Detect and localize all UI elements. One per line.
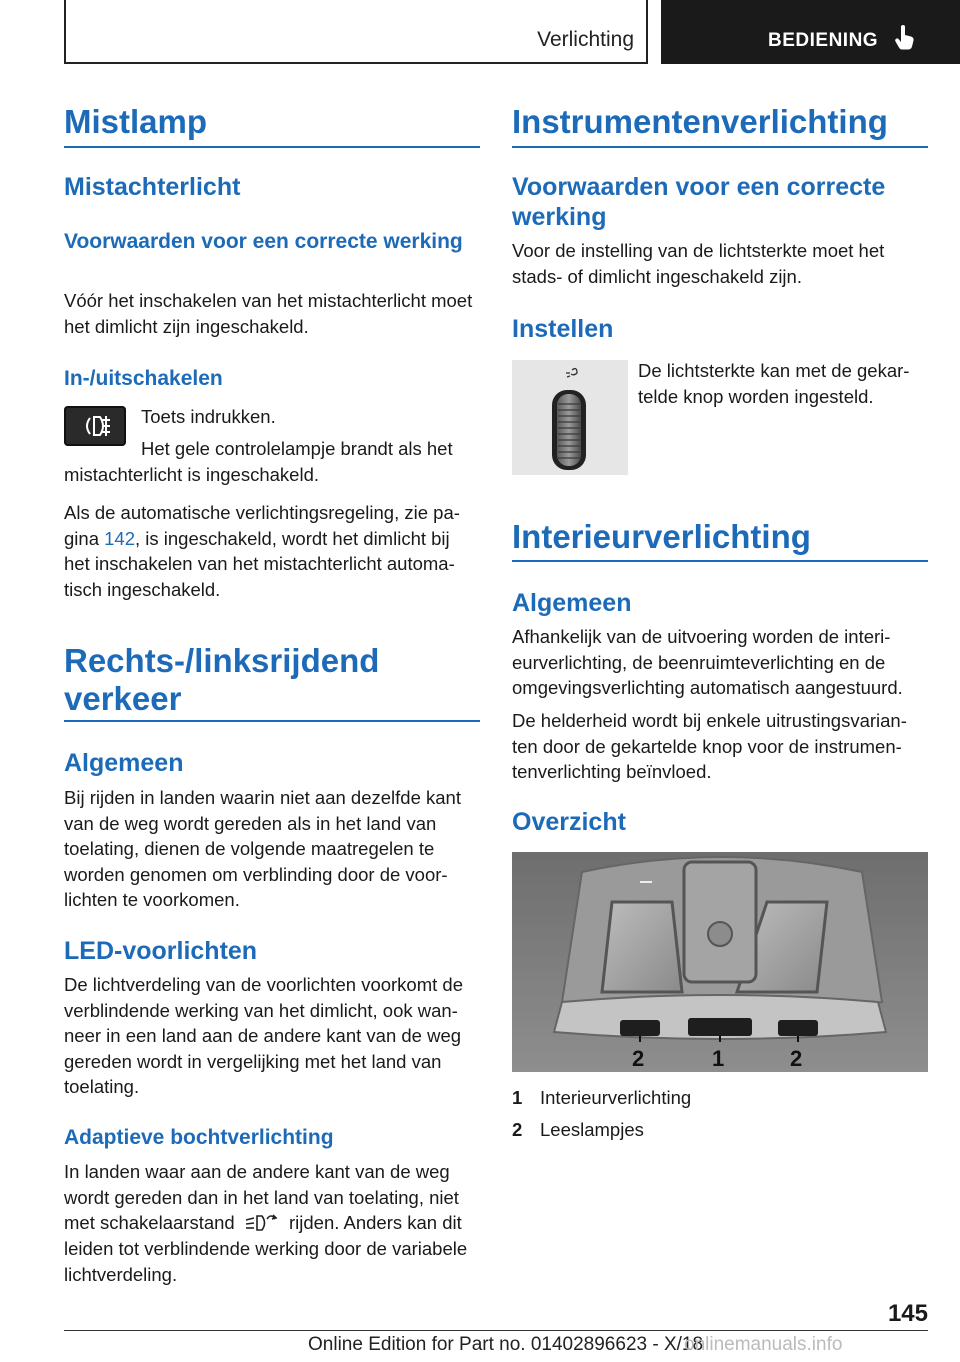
heading-in-uitschakelen: In-/uitschakelen (64, 367, 223, 390)
heading-led-voorlichten: LED-voorlichten (64, 937, 258, 965)
watermark: onlinemanuals.info (684, 1334, 843, 1355)
paragraph-voorwaarden: Vóór het inschakelen van het mistachterlicht moet het dimlicht zijn ingeschakeld. (64, 290, 473, 337)
page-link-142[interactable]: 142 (104, 527, 135, 549)
paragraph-adaptief-line3: leiden tot verblindende werking door de variabele lichtverdeling. (64, 1238, 468, 1285)
paragraph-automatische-part1: Als de automatische verlichtingsregeling, zie pa‑ gina (64, 502, 460, 549)
heading-algemeen: Algemeen (64, 749, 184, 777)
heading-rechts-linksrijdend (64, 642, 379, 718)
heading-rechts-line2: verkeer (64, 680, 182, 717)
paragraph-led: De lichtverdeling van de voorlichten voorkomt de verblindende werking van het dimlicht, ook wan‑ neer in een land aan de andere kant van de weg gereden wordt in vergelijking met het land van toelating. (64, 974, 463, 1097)
hand-pointer-icon (895, 24, 915, 55)
adaptive-light-switch-icon (240, 1211, 284, 1233)
legend-text: Interieurverlichting (540, 1087, 692, 1108)
heading-interieurverlichting: Interieurverlichting (512, 518, 811, 555)
paragraph-adaptief-line2b: rijden. Anders kan dit (288, 1212, 462, 1233)
page-number: 145 (887, 1300, 928, 1327)
heading-algemeen-right: Algemeen (512, 589, 632, 617)
interior-light-photo (512, 852, 928, 1072)
heading-rechts-line1: Rechts-/linksrijdend (64, 642, 380, 679)
heading-instrumentenverlichting: Instrumentenverlichting (512, 103, 888, 140)
header-section-box (64, 0, 648, 64)
heading-rule (64, 720, 480, 722)
dimmer-knob-image (512, 360, 628, 475)
paragraph-algemeen: Bij rijden in landen waarin niet aan dezelfde kant van de weg wordt gereden als in het land van toelating, dienen de volgende maatregelen te worden genomen om verblinding door de voor‑ lichten te voorkomen. (64, 787, 461, 910)
edition-text: Online Edition for Part no. 01402896623 - X/18 (308, 1334, 704, 1355)
legend-number: 2 (512, 1119, 523, 1140)
heading-voorwaarden: Voorwaarden voor een correcte werking (64, 230, 463, 253)
heading-mistlamp: Mistlamp (64, 103, 208, 140)
paragraph-toets: Toets indrukken. (141, 406, 276, 427)
heading-rule (64, 146, 480, 148)
header-chapter-title: BEDIENING (768, 30, 879, 51)
paragraph-voorwaarden-right: Voor de instelling van de lichtsterkte moet het stads- of dimlicht ingeschakeld zijn. (512, 240, 885, 287)
paragraph-automatische-part2: , is ingeschakeld, wordt het dimlicht bij het inschakelen van het mistachterlicht automa‑ tisch ingeschakeld. (64, 527, 455, 600)
heading-rule (512, 560, 928, 562)
heading-mistachterlicht: Mistachterlicht (64, 173, 241, 201)
heading-adaptieve-bochtverlichting: Adaptieve bochtverlichting (64, 1126, 334, 1149)
legend-number: 1 (512, 1087, 523, 1108)
header-chapter-box (661, 0, 960, 64)
heading-rule (512, 146, 928, 148)
heading-voorwaarden-right: Voorwaarden voor een correcte werking (512, 173, 886, 231)
paragraph-adaptief-line1: In landen waar aan de andere kant van de weg wordt gereden dan in het land van toelating, niet (64, 1161, 459, 1208)
footer-rule (64, 1330, 928, 1331)
paragraph-algemeen-right-1: Afhankelijk van de uitvoering worden de interi‑ eurverlichting, de beenruimteverlichting en de omgevingsverlichting automatisch aangestuurd. (512, 626, 903, 698)
paragraph-adaptief-line2 (64, 1210, 480, 1236)
heading-instellen: Instellen (512, 315, 614, 343)
paragraph-instellen: De lichtsterkte kan met de gekar‑ telde knop worden ingesteld. (638, 360, 910, 407)
legend-text: Leeslampjes (540, 1119, 644, 1140)
paragraph-gele-controlelampje: Het gele controlelampje brandt als het mistachterlicht is ingeschakeld. (64, 438, 453, 485)
photo-label: 2 (790, 1046, 803, 1071)
header-section-title: Verlichting (537, 28, 634, 51)
photo-label: 1 (712, 1046, 725, 1071)
photo-label: 2 (632, 1046, 645, 1071)
paragraph-automatische (64, 500, 480, 602)
heading-overzicht: Overzicht (512, 808, 626, 836)
paragraph-algemeen-right-2: De helderheid wordt bij enkele uitrustingsvarian‑ ten door de gekartelde knop voor de instrumen‑ tenverlichting beïnvloed. (512, 710, 907, 782)
paragraph-adaptief-line2a: met schakelaarstand (64, 1212, 235, 1233)
